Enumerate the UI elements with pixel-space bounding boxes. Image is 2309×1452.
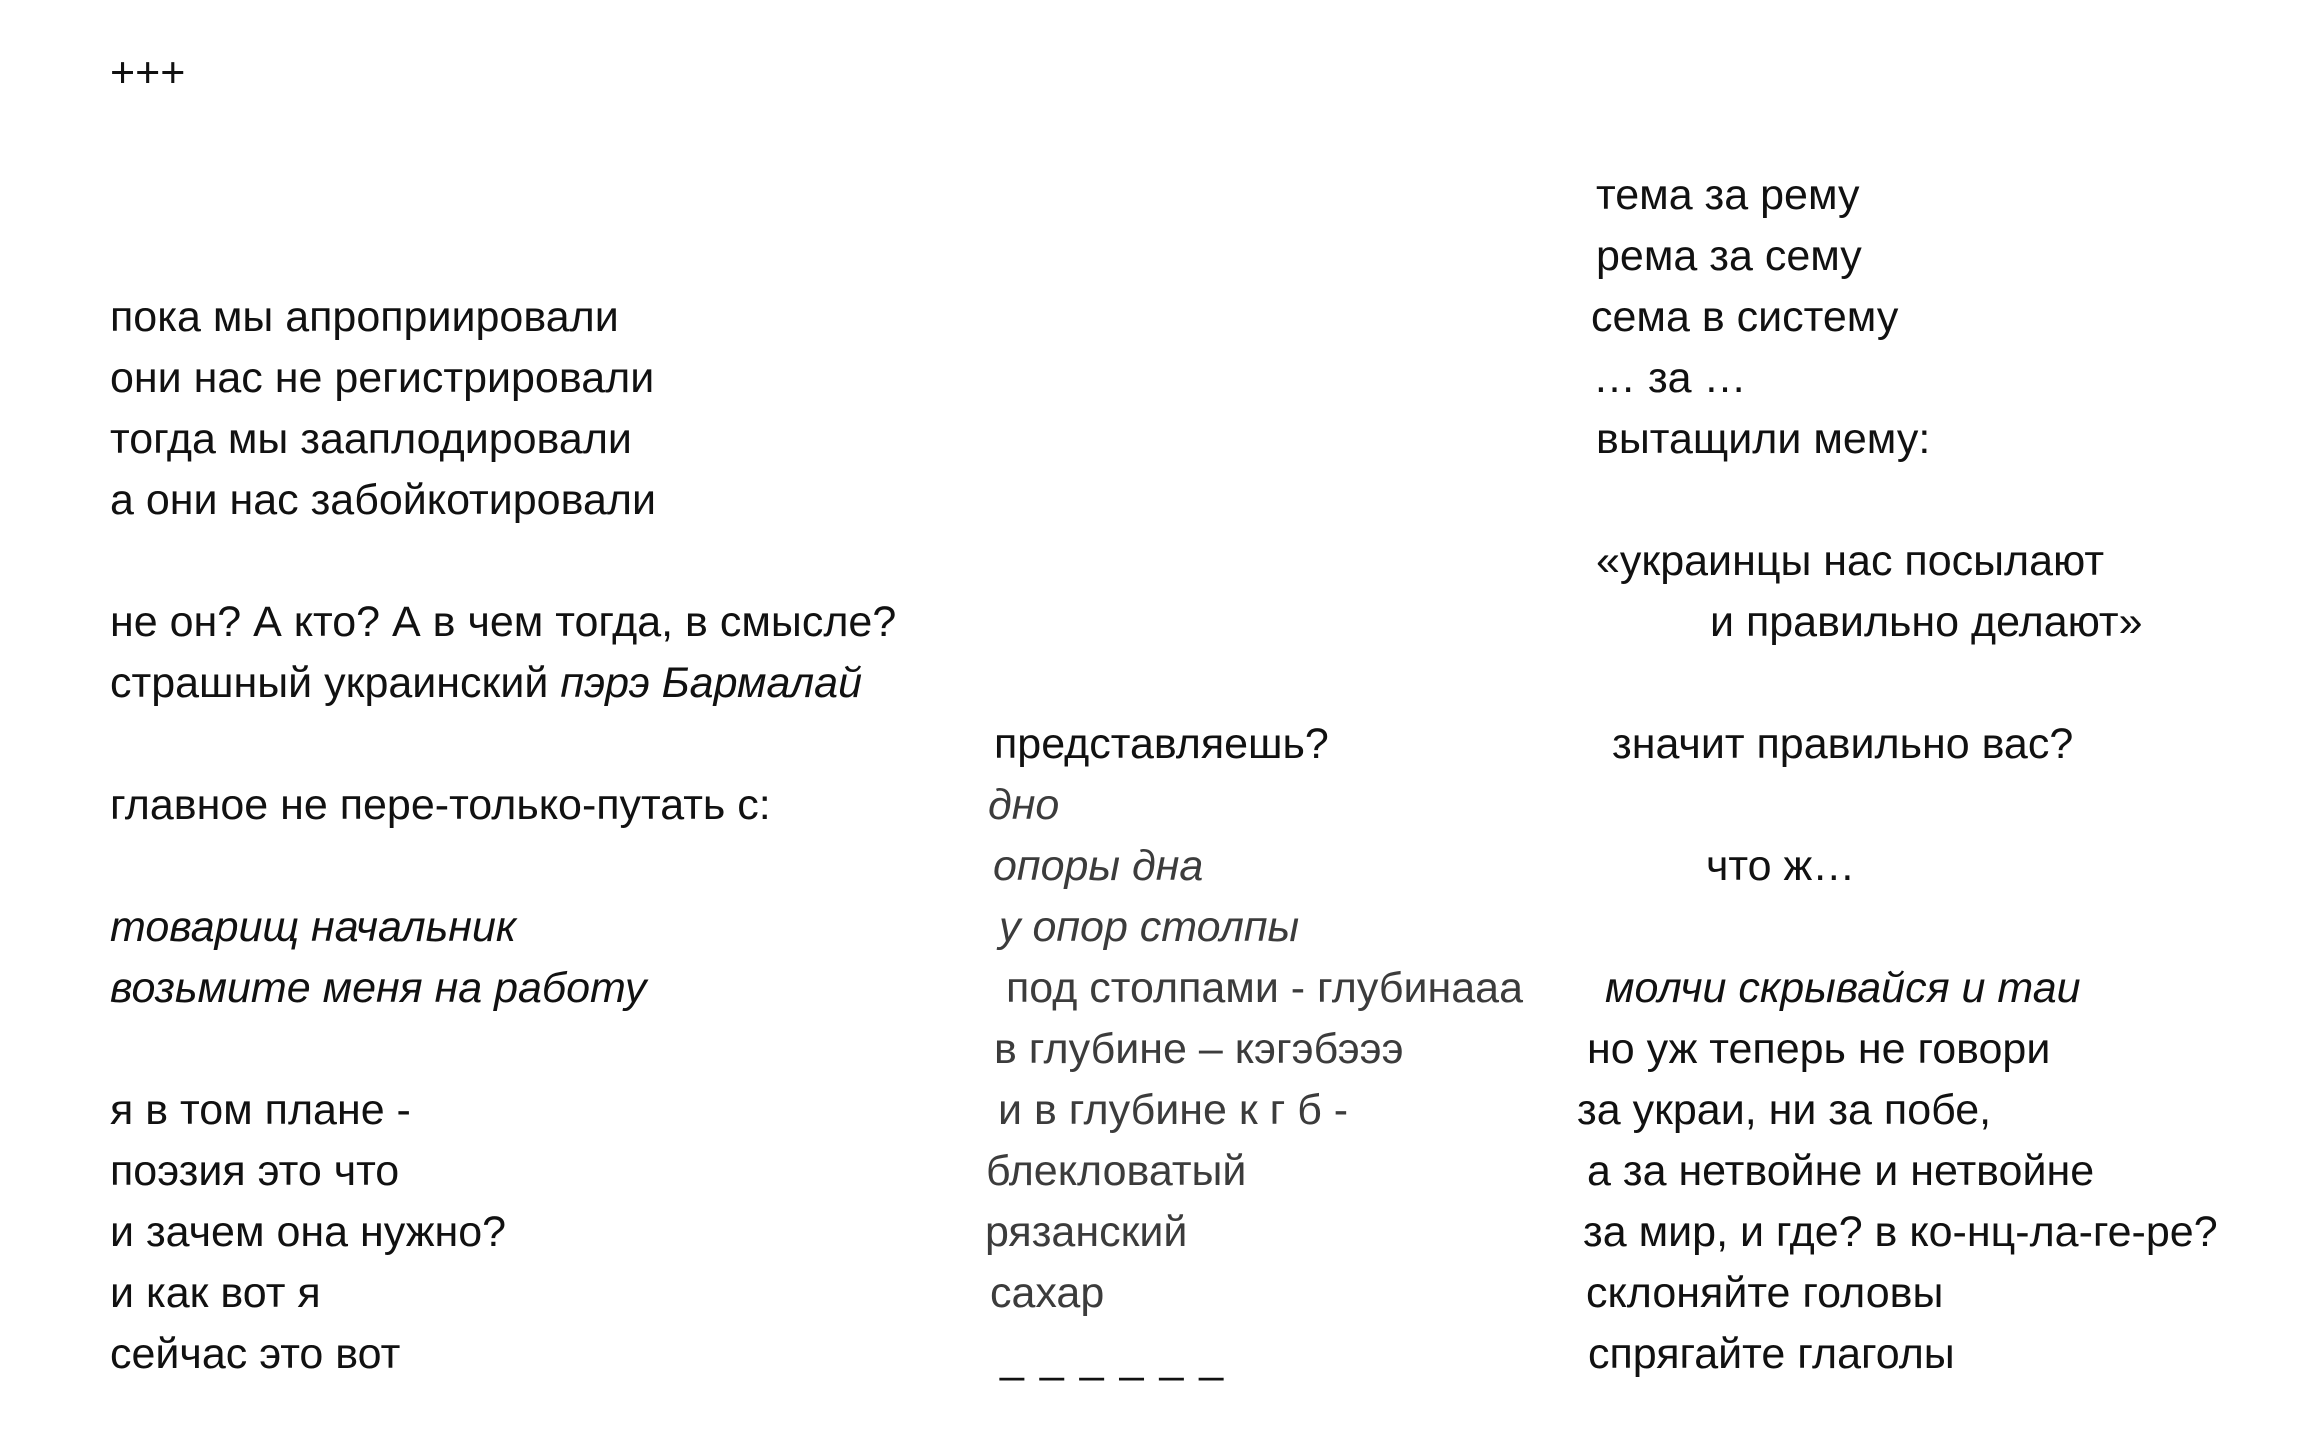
poem-line: склоняйте головы <box>1586 1269 1944 1317</box>
poem-line: не он? А кто? А в чем тогда, в смысле? <box>110 598 897 646</box>
poem-line: и в глубине к г б - <box>998 1086 1349 1134</box>
poem-line: они нас не регистрировали <box>110 354 655 402</box>
poem-line: «украинцы нас посылают <box>1596 537 2105 585</box>
poem-line: а за нетвойне и нетвойне <box>1587 1147 2095 1195</box>
poem-line-text: страшный украинский <box>110 659 561 707</box>
poem-line: значит правильно вас? <box>1612 720 2074 768</box>
poem-line-italic-text: пэрэ Бармалай <box>560 659 863 707</box>
poem-line: под столпами - глубинааа <box>1006 964 1524 1012</box>
poem-line-italic: возьмите меня на работу <box>110 964 647 1012</box>
poem-line-italic: у опор столпы <box>999 903 1300 951</box>
poem-line: рема за сему <box>1596 232 1862 280</box>
poem-line: и правильно делают» <box>1710 598 2143 646</box>
poem-line-italic: опоры дна <box>993 842 1204 890</box>
poem-line: и зачем она нужно? <box>110 1208 507 1256</box>
poem-line: вытащили мему: <box>1596 415 1931 463</box>
poem-line: тема за рему <box>1596 171 1860 219</box>
poem-line: в глубине – кэгэбэээ <box>994 1025 1404 1073</box>
poem-line: я в том плане - <box>110 1086 411 1134</box>
poem-line <box>110 658 862 708</box>
poem-line: за мир, и где? в ко-нц-ла-ге-ре? <box>1583 1208 2218 1256</box>
poem-line: сахар <box>990 1269 1105 1317</box>
poem-line: поэзия это что <box>110 1147 400 1195</box>
poem-line: что ж… <box>1706 842 1856 890</box>
poem-line: за украи, ни за побе, <box>1577 1086 1992 1134</box>
poem-line: сейчас это вот <box>110 1330 401 1378</box>
poem-line: тогда мы зааплодировали <box>110 415 632 463</box>
poem-line: представляешь? <box>994 720 1329 768</box>
poem-line: сема в систему <box>1591 293 1899 341</box>
poem-line: и как вот я <box>110 1269 321 1317</box>
poem-line: пока мы апроприировали <box>110 293 619 341</box>
poem-heading-marker: +++ <box>110 49 186 97</box>
poem-line: блекловатый <box>986 1147 1247 1195</box>
poem-line-italic: товарищ начальник <box>110 903 517 951</box>
poem-line: но уж теперь не говори <box>1587 1025 2051 1073</box>
poem-line-italic: молчи скрывайся и таи <box>1605 964 2081 1012</box>
poem-line: главное не пере-только-путать с: <box>110 781 771 829</box>
poem-line: а они нас забойкотировали <box>110 476 656 524</box>
poem-line: … за … <box>1593 354 1747 402</box>
poem-line: спрягайте глаголы <box>1588 1330 1955 1378</box>
poem-blank-underscores: _ _ _ _ _ _ <box>1000 1334 1226 1382</box>
poem-line: рязанский <box>985 1208 1188 1256</box>
poem-line-italic: дно <box>988 781 1060 829</box>
